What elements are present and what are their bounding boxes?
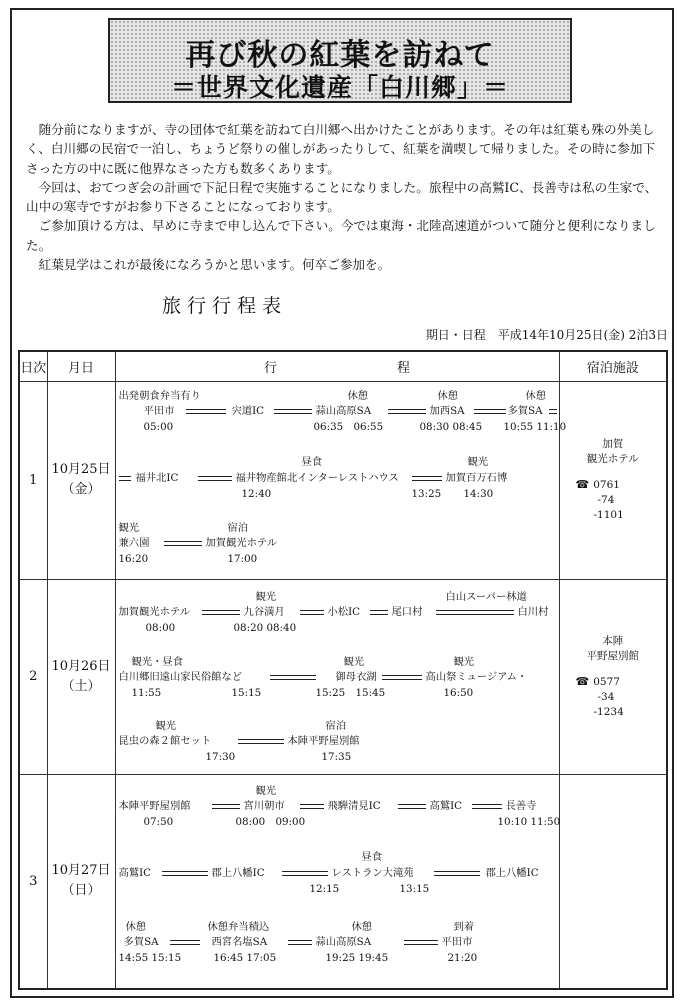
route-place: 郡上八幡IC — [485, 866, 539, 879]
route-place: 白川村 — [517, 605, 549, 618]
phone-part: 0577 — [593, 675, 620, 688]
hotel-cell-day-2 — [559, 579, 667, 774]
route-activity: 休憩弁当積込 — [207, 920, 270, 933]
route-activity: 観光 — [155, 719, 177, 732]
day-date — [47, 381, 115, 579]
route-line — [162, 871, 208, 876]
route-line — [170, 940, 200, 945]
route-time: 12:40 — [241, 487, 272, 500]
route-place: 宮川朝市 — [243, 799, 285, 812]
hotel-cell-day-1 — [559, 381, 667, 579]
route-place: 福井北IC — [135, 471, 179, 484]
route-time: 08:00 09:00 — [235, 815, 306, 828]
route-place: 高山祭ミュージアム・ — [425, 670, 528, 683]
route-time: 17:00 — [227, 552, 258, 565]
hotel-name-line-2: 観光ホテル — [586, 453, 639, 465]
title-box — [108, 18, 572, 103]
route-line — [436, 610, 514, 615]
route-place: 多賀SA — [507, 404, 543, 417]
route-line — [270, 675, 316, 680]
route-activity: 昼食 — [301, 455, 323, 468]
weekday-text: （土） — [61, 678, 101, 694]
route-place: 平田市 — [441, 935, 473, 948]
date-text: 10月25日 — [51, 462, 111, 477]
route-time: 21:20 — [447, 951, 478, 964]
day-date — [47, 774, 115, 989]
route-place: 加賀百万石博 — [445, 471, 508, 484]
route-activity: 観光 — [453, 655, 475, 668]
hotel-phone — [560, 674, 667, 720]
route-place: 小松IC — [327, 605, 361, 618]
date-text: 10月27日 — [51, 863, 111, 879]
route-time: 13:25 — [411, 487, 442, 500]
header-route — [115, 351, 559, 381]
route-line — [202, 610, 240, 615]
route-activity: 観光 — [343, 655, 365, 668]
route-place: 飛騨清見IC — [327, 799, 381, 812]
route-activity: 休憩 — [437, 389, 459, 402]
weekday-text: （日） — [61, 883, 101, 899]
route-place: 長善寺 — [505, 799, 537, 812]
route-place: 多賀SA — [123, 935, 159, 948]
route-cell-day-2 — [115, 579, 559, 774]
route-time: 08:00 — [145, 621, 176, 634]
route-line — [388, 409, 426, 414]
route-time: 15:15 — [231, 686, 262, 699]
header-hotel: 宿泊施設 — [559, 351, 667, 381]
header-route-char-2: 程 — [397, 360, 411, 376]
weekday-text: （金） — [61, 482, 101, 497]
route-line — [398, 804, 426, 809]
route-note: 出発朝食弁当有り — [118, 389, 201, 402]
hotel-name-line-1: 本陣 — [602, 634, 624, 647]
route-place: 蒜山高原SA — [315, 404, 372, 417]
header-route-char-1: 行 — [263, 360, 277, 376]
route-activity: 観光 — [467, 455, 489, 468]
phone-part: 0761 — [593, 479, 620, 491]
route-place: 西宮名塩SA — [211, 935, 268, 948]
route-route-name: 白山スーパー林道 — [445, 590, 527, 603]
route-line — [549, 409, 557, 414]
route-activity: 休憩 — [125, 920, 147, 933]
route-line — [288, 940, 312, 945]
route-time: 19:25 19:45 — [325, 951, 389, 964]
route-place: 高鷲IC — [429, 799, 463, 812]
route-activity: 観光 — [255, 590, 277, 603]
header-date: 月日 — [47, 351, 115, 381]
table-row-day-3 — [19, 774, 667, 989]
route-time: 11:55 — [131, 686, 162, 699]
phone-part: -1101 — [593, 509, 624, 521]
route-line — [274, 409, 312, 414]
route-place: 加賀観光ホテル — [205, 536, 278, 549]
route-time: 17:35 — [321, 750, 352, 763]
route-activity: 観光・昼食 — [131, 655, 183, 668]
route-time: 10:10 11:50 — [497, 815, 561, 828]
route-time: 16:45 17:05 — [213, 951, 277, 964]
route-place: 九谷満月 — [243, 605, 285, 618]
route-place: 昆虫の森２館セット — [118, 734, 212, 747]
table-row-day-2 — [19, 579, 667, 774]
hotel-cell-day-3 — [559, 774, 667, 989]
telephone-icon: ☎ — [575, 478, 590, 491]
route-time: 13:15 — [399, 882, 430, 895]
route-place: 尾口村 — [391, 605, 423, 618]
route-line — [370, 610, 388, 615]
title-line-2: ＝世界文化遺産「白川郷」＝ — [170, 73, 509, 102]
schedule-period: 期日・日程 平成14年10月25日(金) 2泊3日 — [425, 328, 668, 342]
route-line — [412, 476, 442, 481]
route-place: レストラン大滝苑 — [331, 866, 414, 879]
route-place: 兼六園 — [118, 536, 150, 549]
title-line-1: 再び秋の紅葉を訪ねて — [185, 38, 495, 73]
day-number: 3 — [19, 774, 47, 989]
route-place: 宍道IC — [231, 404, 265, 417]
route-line — [119, 476, 131, 481]
route-place: 福井物産館北インターレストハウス — [235, 471, 399, 484]
schedule-title: 旅行行程表 — [162, 295, 288, 317]
hotel-name-line-2: 平野屋別館 — [586, 649, 639, 662]
route-activity: 休憩 — [351, 920, 373, 933]
route-line — [382, 675, 422, 680]
route-time: 08:30 08:45 — [419, 420, 483, 433]
route-activity: 休憩 — [525, 389, 547, 402]
intro-text — [26, 120, 660, 274]
route-line — [164, 541, 202, 546]
route-activity: 宿泊 — [325, 719, 347, 732]
hotel-phone — [560, 477, 667, 523]
route-line — [474, 409, 506, 414]
route-place: 蒜山高原SA — [315, 935, 372, 948]
route-place: 平田市 — [143, 404, 175, 417]
route-line — [404, 940, 438, 945]
route-line — [282, 871, 328, 876]
route-time: 15:25 15:45 — [315, 686, 386, 699]
day-number: 1 — [19, 381, 47, 579]
route-place: 加賀観光ホテル — [118, 605, 191, 618]
route-line — [198, 476, 232, 481]
route-time: 17:30 — [205, 750, 236, 763]
route-place: 高鷲IC — [118, 866, 152, 879]
route-time: 14:30 — [463, 487, 494, 500]
route-time: 10:55 11:10 — [503, 420, 567, 433]
route-activity: 観光 — [118, 521, 140, 534]
route-activity: 観光 — [255, 784, 277, 797]
route-time: 08:20 08:40 — [233, 621, 297, 634]
phone-part: -1234 — [593, 705, 624, 718]
header-day: 日次 — [19, 351, 47, 381]
route-time: 05:00 — [143, 420, 174, 433]
route-place: 本陣平野屋別館 — [118, 799, 191, 812]
route-time: 14:55 15:15 — [118, 951, 182, 964]
intro-paragraph: 今回は、おてつぎ会の計画で下記日程で実施することになりました。旅程中の高鷲IC、長善寺は私の生家で、山中の寒寺ですがお参り下さることになっております。 — [26, 179, 658, 215]
route-place: 白川郷旧遠山家民俗館など — [118, 670, 243, 683]
route-line — [472, 804, 502, 809]
route-activity: 宿泊 — [227, 521, 249, 534]
route-line — [212, 804, 240, 809]
phone-part: -74 — [597, 494, 615, 506]
table-header-row — [19, 351, 667, 381]
route-line — [186, 409, 226, 414]
route-activity: 昼食 — [361, 850, 383, 863]
intro-paragraph: ご参加頂ける方は、早めに寺まで申し込んで下さい。今では東海・北陸高速道がついて随分と便利になりました。 — [26, 218, 656, 253]
route-place: 本陣平野屋別館 — [287, 734, 360, 747]
route-line — [434, 871, 480, 876]
route-time: 16:50 — [443, 686, 474, 699]
route-cell-day-3 — [115, 774, 559, 989]
table-row-day-1 — [19, 381, 667, 579]
route-place: 郡上八幡IC — [211, 866, 265, 879]
phone-part: -34 — [597, 690, 615, 703]
intro-paragraph: 随分前になりますが、寺の団体で紅葉を訪ねて白川郷へ出かけたことがあります。その年は紅葉も殊の外美しく、白川郷の民宿で一泊し、ちょうど祭りの催しがあったりして、紅葉を満喫して帰りました。その時に参加下さった方の中に既に他界なさった方も数多くあります。 — [26, 122, 656, 176]
route-place: 加西SA — [429, 404, 465, 417]
route-cell-day-1 — [115, 381, 567, 579]
route-time: 12:15 — [309, 882, 340, 895]
route-time: 07:50 — [143, 815, 174, 828]
route-activity: 休憩 — [347, 389, 369, 402]
hotel-name-line-1: 加賀 — [602, 438, 624, 450]
telephone-icon: ☎ — [575, 674, 590, 688]
intro-paragraph: 紅葉見学はこれが最後になろうかと思います。何卒ご参加を。 — [26, 257, 391, 273]
route-time: 16:20 — [118, 552, 149, 565]
route-place: 御母衣湖 — [335, 670, 377, 683]
route-activity: 到着 — [453, 920, 475, 933]
itinerary-table — [18, 350, 668, 990]
route-time: 06:35 06:55 — [313, 420, 384, 433]
day-date — [47, 579, 115, 774]
day-number: 2 — [19, 579, 47, 774]
route-line — [300, 804, 324, 809]
date-text: 10月26日 — [51, 658, 111, 674]
route-line — [238, 739, 284, 744]
route-line — [300, 610, 324, 615]
